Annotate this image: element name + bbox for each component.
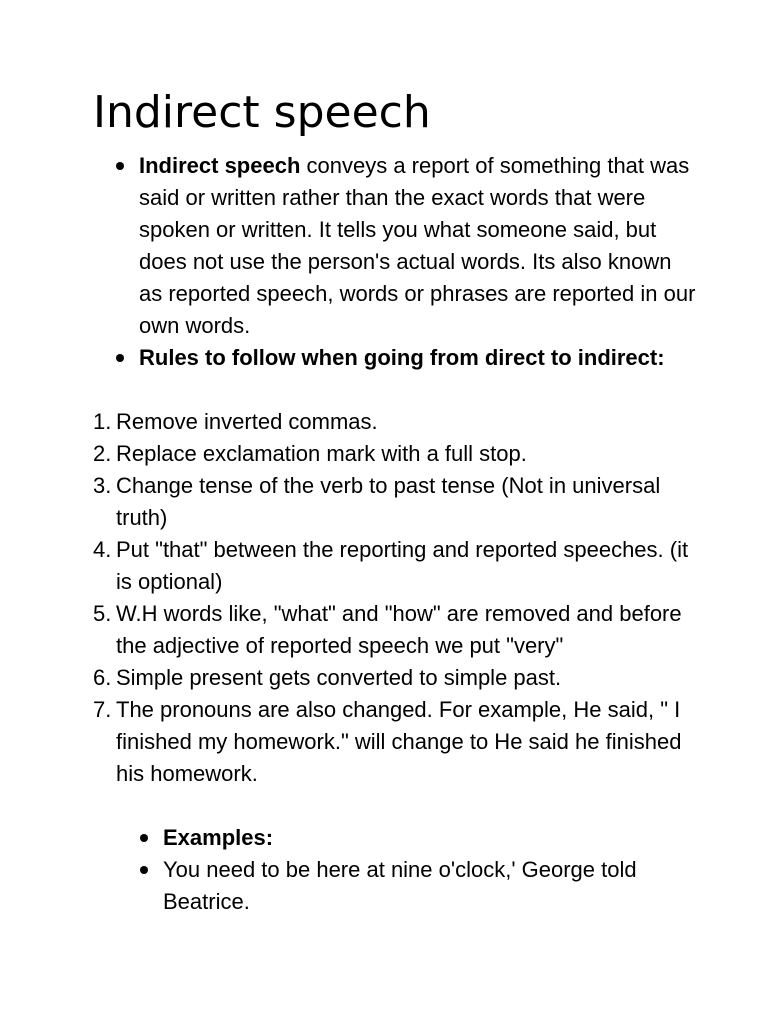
rule-item [93,662,693,694]
rule-number: 2. [93,441,112,466]
rule-text: Remove inverted commas. [116,409,378,434]
page-title: Indirect speech [93,87,431,138]
bullet-icon [116,162,124,170]
list-item [163,854,703,918]
list-item [163,822,703,854]
rule-text: Simple present gets converted to simple past. [116,665,562,690]
rule-text: Replace exclamation mark with a full stop. [116,441,527,466]
rule-number: 3. [93,473,112,498]
rule-number: 7. [93,697,112,722]
examples-bullet-list [163,822,703,918]
rule-item [93,534,693,598]
rule-text: The pronouns are also changed. For example, He said, " I finished my homework." will change to He said he finished his homework. [116,697,682,786]
rule-item [93,470,693,534]
rule-item [93,694,693,790]
rule-item [93,598,693,662]
list-item [139,150,699,342]
rule-number: 1. [93,409,112,434]
rule-text: Put "that" between the reporting and reported speeches. (it is optional) [116,537,689,594]
rule-number: 5. [93,601,112,626]
rule-item [93,406,693,438]
bullet-icon [116,354,124,362]
rule-item [93,438,693,470]
bullet-icon [140,866,148,874]
rule-text: W.H words like, "what" and "how" are removed and before the adjective of reported speech we put "very" [116,601,682,658]
examples-heading: Examples: [163,825,274,850]
rules-numbered-list [93,406,693,790]
rule-text: Change tense of the verb to past tense (Not in universal truth) [116,473,661,530]
bullet-icon [140,834,148,842]
intro-bullet-list [139,150,699,374]
rule-number: 6. [93,665,112,690]
term-label: Indirect speech [139,153,301,178]
example-text: You need to be here at nine o'clock,' George told Beatrice. [163,857,637,914]
definition-text: conveys a report of something that was said or written rather than the exact words that were spoken or written. It tells you what someone said, but does not use the person's actual words. Its also known as reported speech, words or phrases are reported in our own words. [139,153,696,338]
list-item [139,342,699,374]
rule-number: 4. [93,537,112,562]
rules-heading: Rules to follow when going from direct to indirect: [139,345,665,370]
